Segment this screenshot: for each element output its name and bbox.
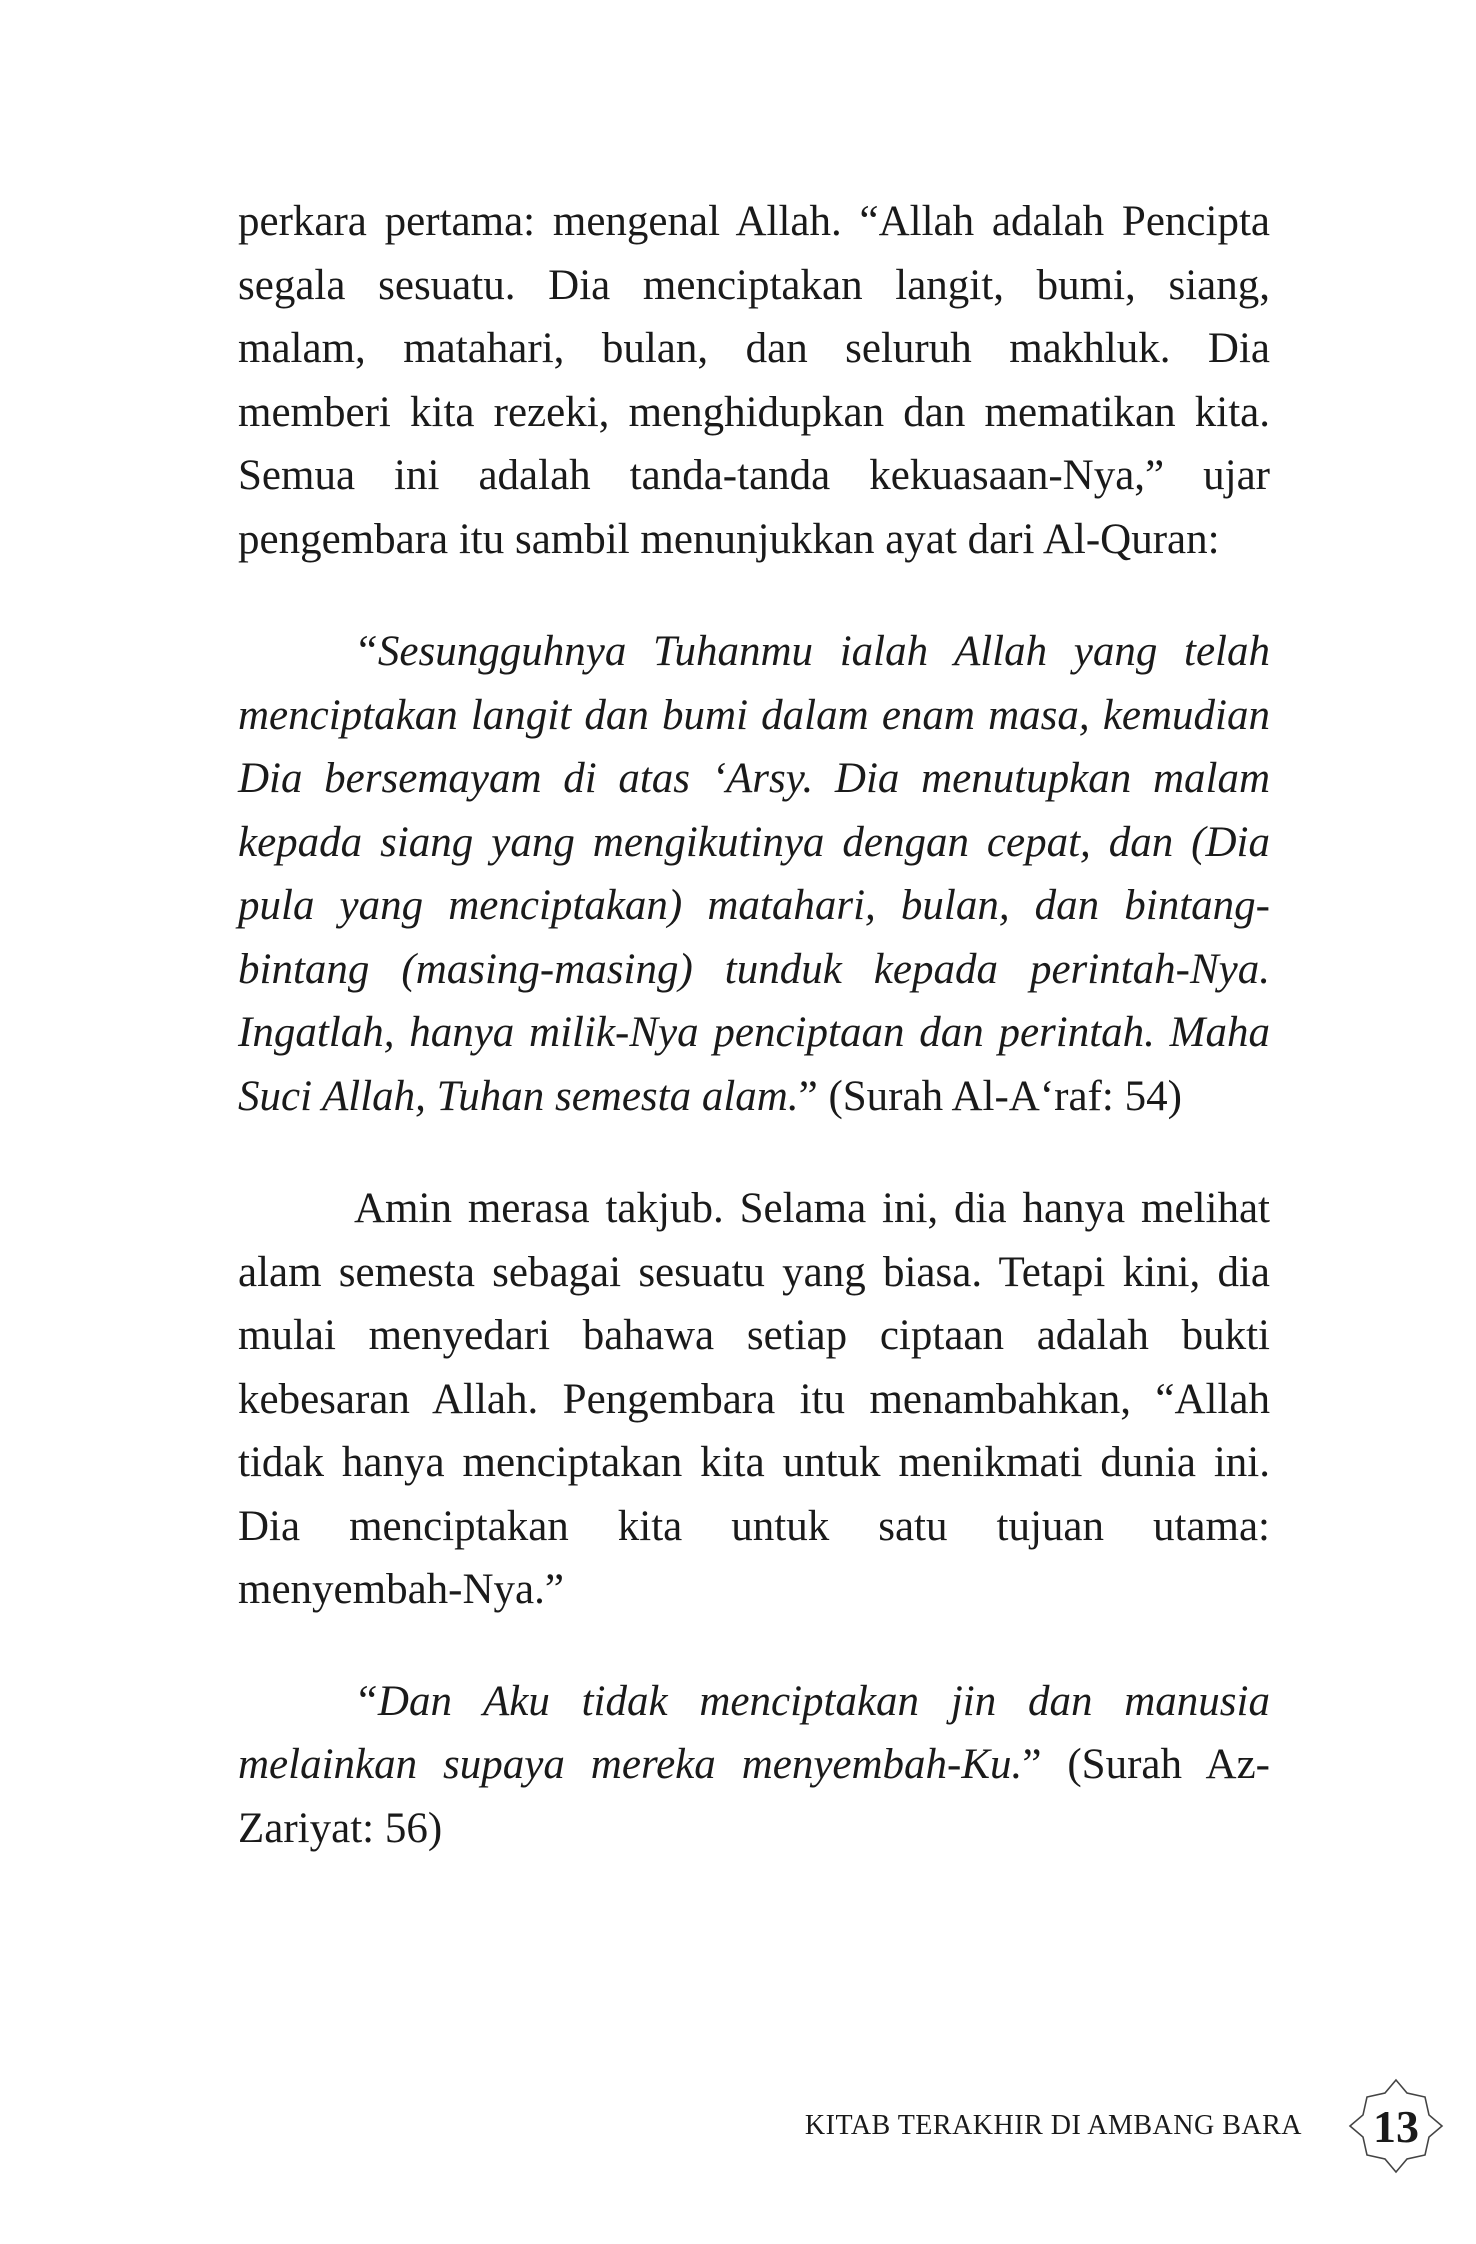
running-title: KITAB TERAKHIR DI AMBANG BARA — [804, 2110, 1302, 2141]
page-body — [238, 190, 1270, 1860]
quote-al-araf-text: “Sesungguhnya Tuhanmu ialah Allah yang telah menciptakan langit dan bumi dalam enam masa, kemudian Dia bersemayam di atas ‘Arsy. Dia menutupkan malam kepada siang yang mengikutinya dengan cepat, dan (Dia pula yang menciptakan) matahari, bulan, dan bintang-bintang (masing-masing) tunduk kepada perintah-Nya. Ingatlah, hanya milik-Nya penciptaan dan perintah. Maha Suci Allah, Tuhan semesta alam. — [238, 628, 1270, 1120]
quote-az-zariyat — [238, 1670, 1270, 1861]
quote-al-araf-reference: ” (Surah Al-A‘raf: 54) — [798, 1072, 1182, 1120]
paragraph-amin: Amin merasa takjub. Selama ini, dia hanya melihat alam semesta sebagai sesuatu yang biasa. Tetapi kini, dia mulai menyedari bahawa setiap ciptaan adalah bukti kebesaran Allah. Pengembara itu menambahkan, “Allah tidak hanya menciptakan kita untuk menikmati dunia ini. Dia menciptakan kita untuk satu tujuan utama: menyembah-Nya.” — [238, 1185, 1270, 1613]
quote-az-zariyat-reference: ” (Surah Az-Zariyat: 56) — [238, 1741, 1270, 1852]
paragraph-intro: perkara pertama: mengenal Allah. “Allah adalah Pencipta segala sesuatu. Dia menciptakan langit, bumi, siang, malam, matahari, bulan, dan seluruh makhluk. Dia memberi kita rezeki, menghidupkan dan mematikan kita. Semua ini adalah tanda-tanda kekuasaan-Nya,” ujar pengembara itu sambil menunjukkan ayat dari Al-Quran: — [238, 198, 1270, 563]
page-number: 13 — [1373, 2100, 1419, 2152]
quote-az-zariyat-text: “Dan Aku tidak menciptakan jin dan manusia melainkan supaya mereka menyembah-Ku. — [238, 1677, 1270, 1788]
quote-al-araf — [238, 620, 1270, 1128]
page-footer — [805, 2076, 1446, 2176]
page-number-badge — [1346, 2076, 1446, 2176]
